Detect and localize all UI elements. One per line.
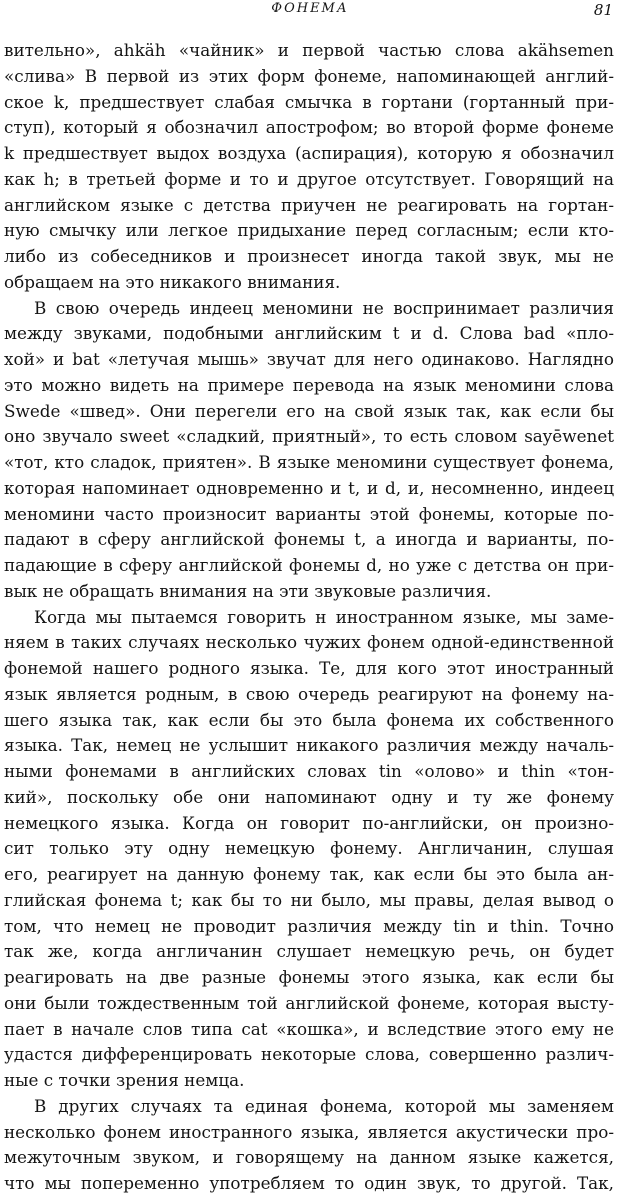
text-line: английском языке с детства приучен не реагировать на гортан- bbox=[4, 194, 614, 215]
text-line: несколько фонем иностранного языка, является акустически про- bbox=[4, 1121, 614, 1142]
text-line: это можно видеть на примере перевода на язык меномини слова bbox=[4, 374, 614, 395]
text-line: что мы попеременно употребляем то один звук, то другой. Так, bbox=[4, 1173, 614, 1193]
text-line: ское k, предшествует слабая смычка в гортани (гортанный при- bbox=[4, 91, 614, 112]
text-line: немецкого языка. Когда он говорит по-английски, он произно- bbox=[4, 812, 614, 833]
text-line: падающие в сферу английской фонемы d, но уже с детства он при- bbox=[4, 555, 614, 575]
text-line: как h; в третьей форме и то и другое отсутствует. Говорящий на bbox=[4, 168, 614, 189]
text-line: так же, когда англичанин слушает немецкую речь, он будет bbox=[4, 941, 614, 962]
text-line: Swede «швед». Они перегели его на свой язык так, как если бы bbox=[4, 400, 614, 421]
text-line: хой» и bat «летучая мышь» звучат для него одинаково. Наглядно bbox=[4, 349, 614, 369]
text-line: которая напоминает одновременно и t, и d, и, несомненно, индеец bbox=[4, 477, 614, 498]
text-line: ную смычку или легкое придыхание перед согласным; если кто- bbox=[4, 220, 614, 241]
text-line: пает в начале слов типа cat «кошка», и вследствие этого ему не bbox=[4, 1018, 614, 1039]
text-line: В других случаях та единая фонема, которой мы заменяем bbox=[34, 1095, 614, 1116]
text-line: шего языка так, как если бы это была фонема их собственного bbox=[4, 709, 614, 730]
paragraph bbox=[4, 1094, 614, 1197]
text-line: они были тождественным той английской фонеме, которая высту- bbox=[4, 992, 614, 1013]
text-line: ступ), который я обозначил апострофом; во второй форме фонеме bbox=[4, 117, 614, 138]
running-header bbox=[0, 0, 620, 22]
text-line: k предшествует выдох воздуха (аспирация), которую я обозначил bbox=[4, 143, 614, 163]
text-line: «слива» В первой из этих форм фонеме, напоминающей англий- bbox=[4, 65, 614, 86]
text-line: Когда мы пытаемся говорить н иностранном языке, мы заме- bbox=[34, 606, 614, 627]
text-line: либо из собеседников и произнесет иногда такой звук, мы не bbox=[4, 246, 614, 266]
paragraph bbox=[4, 605, 614, 1094]
text-line: язык является родным, в свою очередь реагируют на фонему на- bbox=[4, 683, 614, 704]
text-line: обращаем на это никакого внимания. bbox=[4, 271, 341, 292]
text-line: ными фонемами в английских словах tin «олово» и thin «тон- bbox=[4, 761, 614, 781]
text-line: оно звучало sweet «сладкий, приятный», то есть словом sayēwenet bbox=[4, 426, 614, 447]
text-line: глийская фонема t; как бы то ни было, мы правы, делая вывод о bbox=[4, 889, 614, 910]
text-line: ные с точки зрения немца. bbox=[4, 1070, 245, 1090]
page-number: 81 bbox=[593, 1, 613, 19]
text-line: меномини часто произносит варианты этой фонемы, которые по- bbox=[4, 503, 614, 524]
text-line: том, что немец не проводит различия между tin и thin. Точно bbox=[4, 915, 614, 936]
text-line: между звуками, подобными английским t и d. Слова bad «пло- bbox=[4, 323, 614, 344]
text-line: няем в таких случаях несколько чужих фонем одной-единственной bbox=[4, 632, 614, 653]
body-text bbox=[4, 38, 614, 1197]
text-line: В свою очередь индеец меномини не воспринимает различия bbox=[34, 297, 614, 318]
text-line: «тот, кто сладок, приятен». В языке меномини существует фонема, bbox=[4, 452, 614, 472]
text-line: падают в сферу английской фонемы t, а иногда и варианты, по- bbox=[4, 529, 614, 550]
text-line: фонемой нашего родного языка. Те, для кого этот иностранный bbox=[4, 658, 614, 678]
text-line: межуточным звуком, и говорящему на данном языке кажется, bbox=[4, 1147, 614, 1168]
text-line: сит только эту одну немецкую фонему. Англичанин, слушая bbox=[4, 838, 614, 859]
paragraph bbox=[4, 296, 614, 605]
text-line: языка. Так, немец не услышит никакого различия между началь- bbox=[4, 735, 614, 756]
text-line: вительно», ahkäh «чайник» и первой частью слова akähsemen bbox=[4, 40, 614, 60]
paragraph bbox=[4, 38, 614, 296]
running-title: ФОНЕМА bbox=[271, 1, 349, 16]
text-line: реагировать на две разные фонемы этого языка, как если бы bbox=[4, 967, 614, 987]
text-line: вык не обращать внимания на эти звуковые различия. bbox=[4, 580, 492, 601]
text-line: кий», поскольку обе они напоминают одну и ту же фонему bbox=[4, 786, 614, 807]
text-line: удастся дифференцировать некоторые слова, совершенно различ- bbox=[4, 1044, 614, 1065]
text-line: его, реагирует на данную фонему так, как если бы это была ан- bbox=[4, 864, 614, 884]
